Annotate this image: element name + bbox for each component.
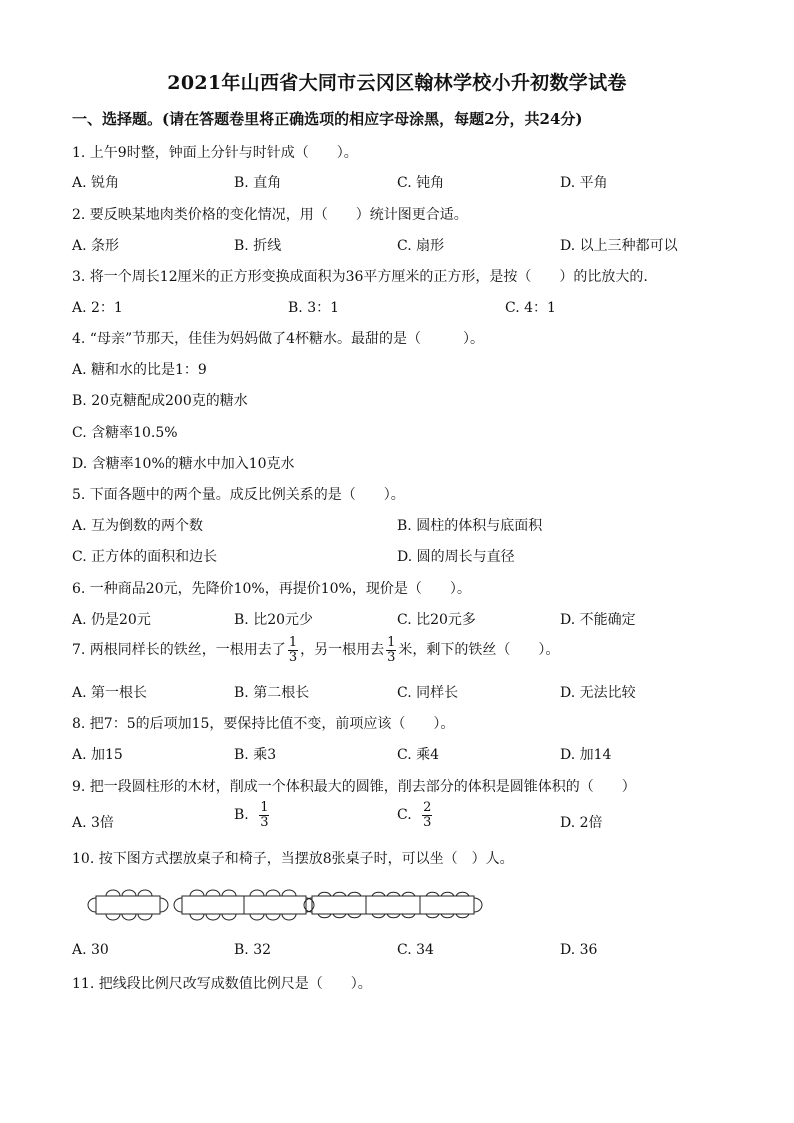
q9-option-b[interactable]: B. $\frac{1}{3}$ xyxy=(234,800,269,830)
q4-option-a[interactable]: A. 糖和水的比是1：9 xyxy=(72,362,207,378)
question-11: 11. 把线段比例尺改写成数值比例尺是（ ）。 xyxy=(72,976,372,992)
q10-option-a[interactable]: A. 30 xyxy=(72,942,109,958)
q10-option-c[interactable]: C. 34 xyxy=(397,942,434,958)
question-10: 10. 按下图方式摆放桌子和椅子，当摆放8张桌子时，可以坐（ ）人。 xyxy=(72,851,514,867)
q7-fraction-2: $\frac{1}{3}$ xyxy=(387,635,396,665)
question-4: 4. “母亲”节那天，佳佳为妈妈做了4杯糖水。最甜的是（ ）。 xyxy=(72,331,485,347)
question-1: 1. 上午9时整，钟面上分针与时针成（ ）。 xyxy=(72,145,358,161)
q2-option-a[interactable]: A. 条形 xyxy=(72,238,120,254)
q4-option-d[interactable]: D. 含糖率10%的糖水中加入10克水 xyxy=(72,456,295,472)
exam-title: 2021年山西省大同市云冈区翰林学校小升初数学试卷 xyxy=(167,72,627,94)
q3-option-b[interactable]: B. 3：1 xyxy=(288,300,340,316)
q5-option-b[interactable]: B. 圆柱的体积与底面积 xyxy=(397,518,543,534)
q10-option-b[interactable]: B. 32 xyxy=(234,942,272,958)
q1-option-d[interactable]: D. 平角 xyxy=(560,175,608,191)
question-3: 3. 将一个周长12厘米的正方形变换成面积为36平方厘米的正方形，是按（ ）的比放大的. xyxy=(72,269,648,285)
q9-fraction-b: $\frac{1}{3}$ xyxy=(260,800,269,830)
q8-option-c[interactable]: C. 乘4 xyxy=(397,747,440,763)
question-9: 9. 把一段圆柱形的木材，削成一个体积最大的圆锥，削去部分的体积是圆锥体积的（ ） xyxy=(72,779,636,795)
q8-option-a[interactable]: A. 加15 xyxy=(72,747,123,763)
q9-fraction-c: $\frac{2}{3}$ xyxy=(423,800,432,830)
q2-option-d[interactable]: D. 以上三种都可以 xyxy=(560,238,678,254)
q7-text-a: 7. 两根同样长的铁丝，一根用去了 xyxy=(72,642,286,659)
q5-option-a[interactable]: A. 互为倒数的两个数 xyxy=(72,518,204,534)
q6-option-c[interactable]: C. 比20元多 xyxy=(397,612,476,628)
q6-option-a[interactable]: A. 仍是20元 xyxy=(72,612,151,628)
q7-text-b: ，另一根用去 xyxy=(300,642,385,659)
q9-option-a[interactable]: A. 3倍 xyxy=(72,815,114,831)
q8-option-d[interactable]: D. 加14 xyxy=(560,747,612,763)
q1-option-a[interactable]: A. 锐角 xyxy=(72,175,120,191)
q1-option-c[interactable]: C. 钝角 xyxy=(397,175,445,191)
q7-text-c: 米，剩下的铁丝（ ）。 xyxy=(398,642,560,659)
three-tables-figure xyxy=(304,892,482,918)
q7-option-b[interactable]: B. 第二根长 xyxy=(234,685,310,701)
q2-option-b[interactable]: B. 折线 xyxy=(234,238,282,254)
q3-option-a[interactable]: A. 2：1 xyxy=(72,300,123,316)
section-heading: 一、选择题。(请在答题卷里将正确选项的相应字母涂黑，每题2分，共24分) xyxy=(72,110,583,128)
q6-option-b[interactable]: B. 比20元少 xyxy=(234,612,314,628)
q4-option-b[interactable]: B. 20克糖配成200克的糖水 xyxy=(72,393,248,409)
q7-option-c[interactable]: C. 同样长 xyxy=(397,685,459,701)
q2-option-c[interactable]: C. 扇形 xyxy=(397,238,445,254)
one-table-figure xyxy=(88,890,168,920)
q1-option-b[interactable]: B. 直角 xyxy=(234,175,282,191)
question-7 xyxy=(72,636,559,664)
q3-option-c[interactable]: C. 4：1 xyxy=(505,300,556,316)
question-6: 6. 一种商品20元，先降价10%，再提价10%，现价是（ ）。 xyxy=(72,581,471,597)
two-tables-figure xyxy=(174,890,314,920)
q7-fraction-1: $\frac{1}{3}$ xyxy=(288,635,298,665)
q9-option-d[interactable]: D. 2倍 xyxy=(560,815,603,831)
question-2: 2. 要反映某地肉类价格的变化情况，用（ ）统计图更合适。 xyxy=(72,207,468,223)
q7-option-d[interactable]: D. 无法比较 xyxy=(560,685,636,701)
q9-option-c[interactable]: C. $\frac{2}{3}$ xyxy=(397,800,432,830)
table-chair-figure xyxy=(84,880,494,930)
question-5: 5. 下面各题中的两个量。成反比例关系的是（ ）。 xyxy=(72,487,405,503)
q5-option-c[interactable]: C. 正方体的面积和边长 xyxy=(72,549,218,565)
q8-option-b[interactable]: B. 乘3 xyxy=(234,747,277,763)
q5-option-d[interactable]: D. 圆的周长与直径 xyxy=(397,549,515,565)
question-8: 8. 把7：5的后项加15，要保持比值不变，前项应该（ ）。 xyxy=(72,716,455,732)
q4-option-c[interactable]: C. 含糖率10.5% xyxy=(72,425,178,441)
q10-option-d[interactable]: D. 36 xyxy=(560,942,598,958)
q7-option-a[interactable]: A. 第一根长 xyxy=(72,685,148,701)
q6-option-d[interactable]: D. 不能确定 xyxy=(560,612,636,628)
